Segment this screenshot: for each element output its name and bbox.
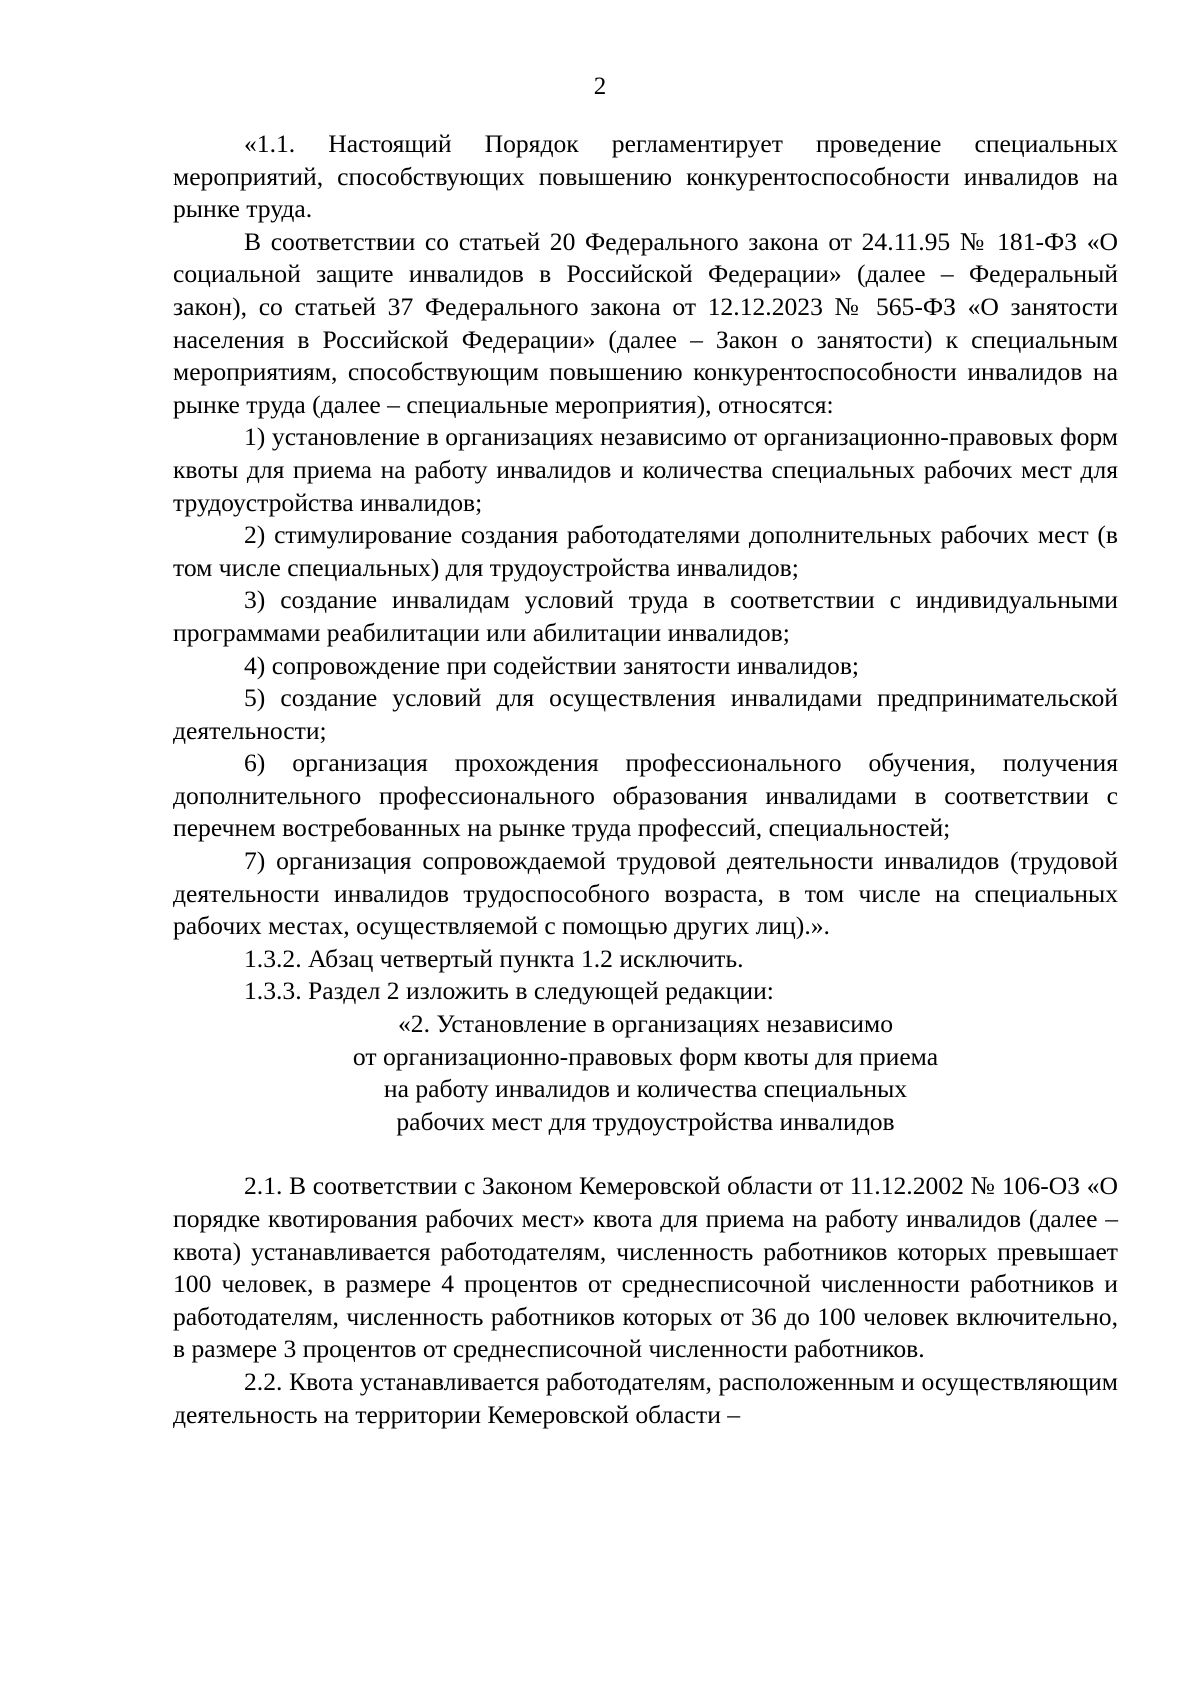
list-item-2: 2) стимулирование создания работодателями дополнительных рабочих мест (в том числе специальных) для трудоустройства инвалидов; [173, 520, 1118, 582]
list-item-6: 6) организация прохождения профессионального обучения, получения дополнительного профессионального образования инвалидами в соответствии с перечнем востребованных на рынке труда профессий, специальностей; [173, 748, 1118, 843]
section-2-title [296, 1008, 996, 1138]
paragraph-2-1: 2.1. В соответствии с Законом Кемеровской области от 11.12.2002 № 106-ОЗ «О порядке квотирования рабочих мест» квота для приема на работу инвалидов (далее – квота) устанавливается работодателям, численность работников которых превышает 100 человек, в размере 4 процентов от среднесписочной численности работников и работодателям, численность работников которых от 36 до 100 человек включительно, в размере 3 процентов от среднесписочной численности работников. [173, 1171, 1118, 1364]
list-item-5: 5) создание условий для осуществления инвалидами предпринимательской деятельности; [173, 683, 1118, 745]
paragraph-1-3-3: 1.3.3. Раздел 2 изложить в следующей редакции: [244, 976, 774, 1006]
page-number: 2 [593, 73, 607, 100]
section-title-line: на работу инвалидов и количества специальных [383, 1074, 908, 1104]
list-item-1: 1) установление в организациях независимо от организационно-правовых форм квоты для приема на работу инвалидов и количества специальных рабочих мест для трудоустройства инвалидов; [173, 422, 1118, 517]
paragraph-1-3-2: 1.3.2. Абзац четвертый пункта 1.2 исключить. [244, 943, 744, 973]
list-item-4: 4) сопровождение при содействии занятости инвалидов; [244, 650, 860, 680]
list-item-3: 3) создание инвалидам условий труда в соответствии с индивидуальными программами реабилитации или абилитации инвалидов; [173, 585, 1118, 647]
section-title-line: от организационно-правовых форм квоты для приема [352, 1041, 939, 1071]
document-body [173, 128, 1118, 1431]
paragraph-2-2: 2.2. Квота устанавливается работодателям, расположенным и осуществляющим деятельность на территории Кемеровской области – [173, 1366, 1118, 1429]
section-title-line: рабочих мест для трудоустройства инвалидов [396, 1106, 895, 1136]
section-title-line: «2. Установление в организациях независимо [397, 1009, 893, 1039]
paragraph-1-1: «1.1. Настоящий Порядок регламентирует проведение специальных мероприятий, способствующих повышению конкурентоспособности инвалидов на рынке труда. [173, 129, 1118, 224]
list-item-7: 7) организация сопровождаемой трудовой деятельности инвалидов (трудовой деятельности инвалидов трудоспособного возраста, в том числе на специальных рабочих местах, осуществляемой с помощью других лиц).». [173, 846, 1118, 941]
paragraph-special-measures-intro: В соответствии со статьей 20 Федерального закона от 24.11.95 № 181-ФЗ «О социальной защите инвалидов в Российской Федерации» (далее – Федеральный закон), со статьей 37 Федерального закона от 12.12.2023 № 565-ФЗ «О занятости населения в Российской Федерации» (далее – Закон о занятости) к специальным мероприятиям, способствующим повышению конкурентоспособности инвалидов на рынке труда (далее – специальные мероприятия), относятся: [173, 226, 1118, 419]
spacer [173, 1138, 1118, 1170]
